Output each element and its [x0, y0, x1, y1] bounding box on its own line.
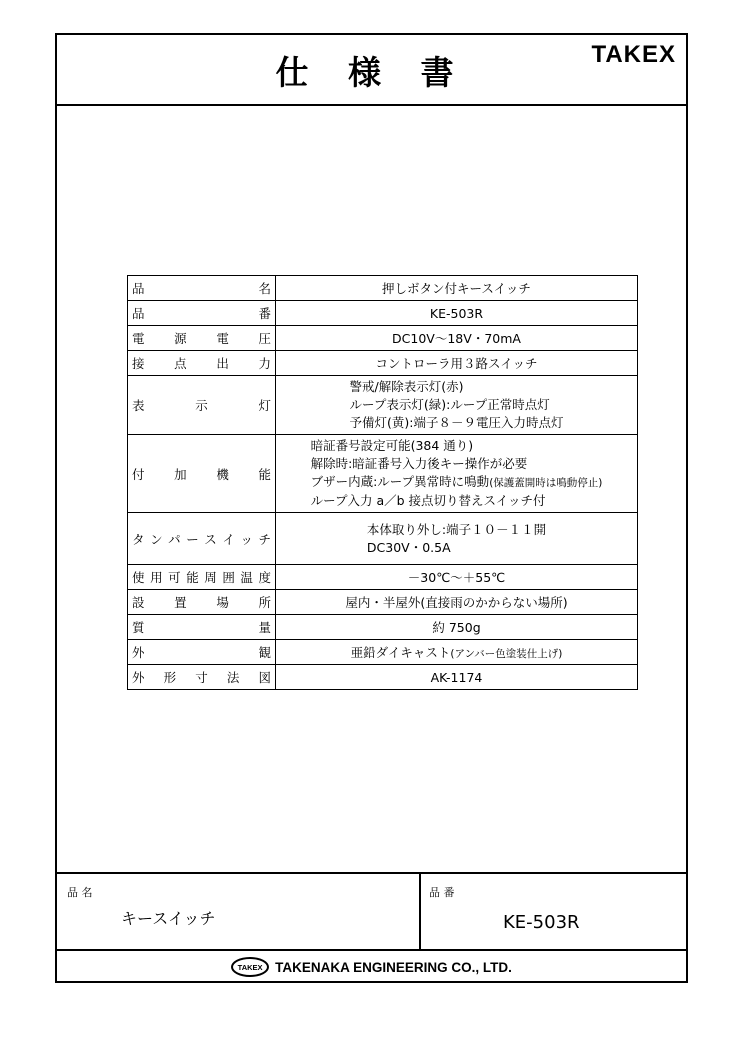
spec-value-line: [350, 396, 564, 414]
spec-label-char: 所: [258, 595, 271, 610]
product-number-value: KE-503R: [503, 912, 580, 933]
spec-value-text: ループ入力 a／b 接点切り替えスイッチ付: [310, 493, 546, 508]
spec-label-char: 接: [132, 356, 145, 371]
spec-label-char: 図: [258, 670, 271, 685]
spec-value-line: [345, 595, 567, 610]
spec-value-text: －30℃～＋55℃: [407, 570, 506, 585]
spec-row: [128, 665, 638, 690]
spec-value-text: AK-1174: [430, 669, 483, 685]
spec-value: [276, 435, 638, 513]
spec-value: [276, 640, 638, 665]
spec-row: [128, 376, 638, 435]
spec-label-char: 観: [258, 645, 271, 660]
spec-label-char: 法: [226, 670, 240, 685]
spec-label-char: 加: [174, 466, 187, 482]
spec-row: [128, 640, 638, 665]
spec-label-char: 点: [174, 356, 187, 371]
spec-label-char: 寸: [195, 670, 208, 685]
spec-label-char: 置: [174, 595, 187, 610]
spec-value-text: 予備灯(黄):端子８－９電圧入力時点灯: [349, 415, 564, 430]
spec-value-line: [408, 570, 505, 585]
spec-row: [128, 513, 638, 565]
spec-label-char: 能: [186, 570, 199, 585]
spec-label-char: 品: [132, 281, 145, 296]
spec-label-char: 温: [240, 570, 253, 585]
spec-label-char: 圧: [258, 331, 271, 346]
spec-value-note: (アンバー色塗装仕上げ): [450, 648, 563, 660]
spec-value-text: 亜鉛ダイキャスト: [350, 645, 451, 660]
spec-row: [128, 326, 638, 351]
spec-label-char: 周: [204, 570, 217, 585]
spec-label-char: 度: [258, 570, 271, 585]
spec-label: [128, 376, 276, 435]
spec-label: [128, 351, 276, 376]
document-title: 仕 様 書: [275, 53, 468, 92]
spec-value-text: ブザー内蔵:ループ異常時に鳴動: [310, 474, 490, 489]
spec-value-text: コントローラ用３路スイッチ: [375, 356, 538, 371]
spec-value-line: [350, 378, 564, 396]
spec-label-char: 設: [132, 595, 145, 610]
spec-value-line: [350, 414, 564, 432]
spec-label-char: 能: [258, 466, 271, 482]
spec-label-char: 機: [216, 466, 229, 482]
spec-value: [276, 301, 638, 326]
spec-label-char: 電: [132, 331, 145, 346]
spec-value-line: [382, 281, 531, 296]
spec-value-line: [375, 356, 537, 371]
spec-sheet-frame: [55, 33, 688, 983]
spec-label-char: 可: [168, 570, 181, 585]
spec-value-line: [392, 331, 521, 346]
spec-value-text: 暗証番号設定可能(384 通り): [310, 438, 474, 453]
spec-label-char: 使: [132, 570, 145, 585]
spec-label-char: ッ: [240, 531, 253, 547]
spec-label-char: イ: [222, 531, 235, 547]
spec-label: [128, 513, 276, 565]
spec-value: [276, 565, 638, 590]
spec-value-line: [367, 521, 546, 539]
spec-label-char: 品: [132, 306, 145, 321]
spec-label-char: 表: [132, 398, 145, 413]
spec-value-text: KE-503R: [429, 305, 484, 321]
spec-row: [128, 351, 638, 376]
spec-value-text: 約 750g: [432, 620, 481, 635]
spec-row: [128, 590, 638, 615]
spec-value-text: 警戒/解除表示灯(赤): [349, 379, 464, 394]
spec-label: [128, 276, 276, 301]
spec-value: [276, 513, 638, 565]
spec-row: [128, 565, 638, 590]
spec-label-char: 力: [258, 356, 271, 371]
company-name: TAKENAKA ENGINEERING CO., LTD.: [275, 959, 512, 975]
spec-label-char: 番: [258, 306, 271, 321]
spec-label-char: ン: [150, 531, 163, 547]
spec-value: [276, 351, 638, 376]
spec-label-char: 囲: [222, 570, 235, 585]
spec-value-text: 押しボタン付キースイッチ: [382, 281, 531, 296]
spec-label-char: 電: [216, 331, 229, 346]
spec-label: [128, 435, 276, 513]
spec-value: [276, 276, 638, 301]
spec-label-char: ー: [186, 531, 199, 547]
footer-company: [57, 949, 686, 983]
spec-value-line: [351, 645, 563, 660]
spec-label: [128, 326, 276, 351]
spec-label-char: パ: [168, 531, 181, 547]
spec-value: [276, 665, 638, 690]
spec-value: [276, 326, 638, 351]
takex-oval-logo: TAKEX: [231, 957, 269, 977]
spec-value-line: [430, 306, 483, 321]
spec-value: [276, 376, 638, 435]
spec-value-line: [431, 670, 483, 685]
spec-label: [128, 615, 276, 640]
spec-label-char: 量: [258, 620, 271, 635]
product-number-label: 品 番: [429, 886, 455, 899]
spec-value-line: [367, 539, 546, 557]
spec-value-line: [311, 455, 603, 473]
footer-product-info: [57, 872, 686, 950]
spec-value: [276, 590, 638, 615]
spec-row: [128, 435, 638, 513]
spec-label-char: 灯: [258, 398, 271, 413]
spec-value-text: DC30V・0.5A: [366, 539, 451, 555]
spec-label-char: チ: [258, 531, 271, 547]
spec-label-char: 質: [132, 620, 145, 635]
spec-value-text: ループ表示灯(緑):ループ正常時点灯: [349, 397, 550, 412]
spec-label-char: 源: [174, 331, 187, 346]
spec-label-char: タ: [132, 531, 145, 547]
spec-label-char: 場: [216, 595, 229, 610]
spec-label-char: 付: [132, 466, 145, 482]
spec-row: [128, 615, 638, 640]
spec-value-line: [311, 492, 603, 510]
spec-label-char: ス: [204, 531, 217, 547]
spec-label: [128, 590, 276, 615]
spec-label-char: 形: [163, 670, 177, 685]
product-name-value: キースイッチ: [121, 909, 216, 928]
brand-logo: TAKEX: [591, 41, 676, 68]
spec-value-text: 屋内・半屋外(直接雨のかからない場所): [345, 595, 568, 610]
spec-value: [276, 615, 638, 640]
spec-value-line: [311, 473, 603, 492]
spec-value-text: 解除時:暗証番号入力後キー操作が必要: [310, 456, 528, 471]
spec-label-char: 出: [216, 356, 229, 371]
spec-value-text: DC10V～18V・70mA: [392, 331, 521, 346]
product-name-label: 品 名: [67, 886, 93, 899]
spec-label-char: 示: [195, 398, 208, 413]
spec-label: [128, 640, 276, 665]
spec-value-note: (保護蓋開時は鳴動停止): [489, 477, 603, 489]
spec-label-char: 外: [132, 670, 145, 685]
spec-value-text: 本体取り外し:端子１０－１１開: [366, 521, 547, 537]
spec-value-line: [311, 437, 603, 455]
footer-divider: [419, 874, 421, 950]
spec-table: [127, 275, 638, 690]
spec-label: [128, 565, 276, 590]
spec-label-char: 名: [258, 281, 271, 296]
spec-label-char: 外: [132, 645, 145, 660]
spec-label: [128, 301, 276, 326]
header: [57, 35, 686, 106]
spec-label: [128, 665, 276, 690]
spec-label-char: 用: [150, 570, 163, 585]
spec-value-line: [432, 620, 480, 635]
spec-row: [128, 301, 638, 326]
spec-row: [128, 276, 638, 301]
